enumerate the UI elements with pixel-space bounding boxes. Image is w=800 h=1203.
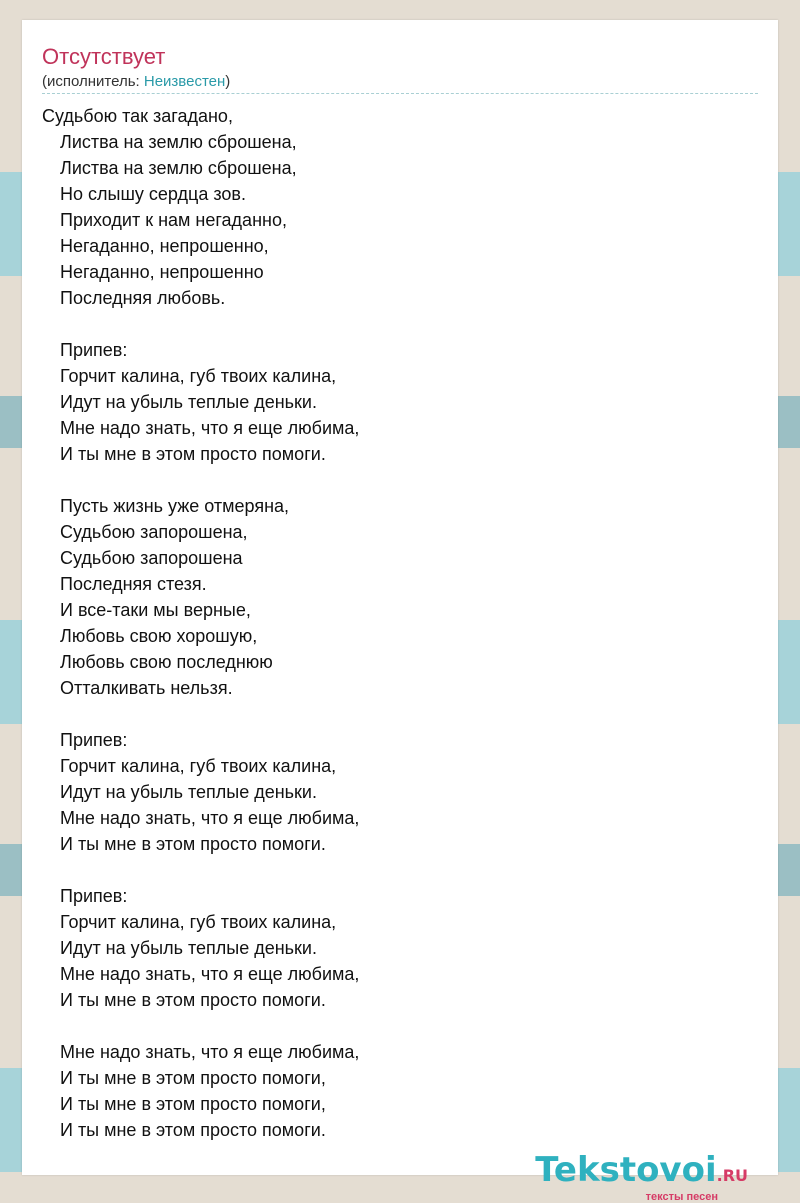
dashed-divider — [42, 93, 758, 94]
lyric-line: И ты мне в этом просто помоги. — [60, 444, 326, 464]
lyric-line: Мне надо знать, что я еще любима, — [60, 808, 360, 828]
lyric-line: И ты мне в этом просто помоги, — [60, 1068, 326, 1088]
lyric-line: Припев: — [60, 340, 128, 360]
lyric-line: Пусть жизнь уже отмеряна, — [60, 496, 290, 516]
artist-line — [42, 73, 230, 90]
artist-link[interactable]: Неизвестен — [143, 73, 226, 90]
logo-tld: .RU — [716, 1166, 748, 1185]
lyric-line — [42, 1013, 359, 1039]
lyric-line: Отталкивать нельзя. — [60, 678, 233, 698]
lyric-line: Горчит калина, губ твоих калина, — [60, 756, 337, 776]
lyric-line: Негаданно, непрошенно — [60, 262, 264, 282]
lyric-line: Мне надо знать, что я еще любима, — [60, 964, 360, 984]
lyric-line: Листва на землю сброшена, — [60, 158, 297, 178]
lyric-line — [42, 857, 359, 883]
lyric-line: Последняя любовь. — [60, 288, 226, 308]
artist-suffix: ) — [225, 73, 231, 90]
lyric-line: Горчит калина, губ твоих калина, — [60, 366, 337, 386]
lyric-line — [42, 311, 359, 337]
lyric-line: Приходит к нам негаданно, — [60, 210, 287, 230]
lyric-line: Идут на убыль теплые деньки. — [60, 392, 317, 412]
lyric-line: Судьбою так загадано, — [42, 106, 233, 126]
lyric-line: Горчит калина, губ твоих калина, — [60, 912, 337, 932]
lyric-line: Любовь свою хорошую, — [60, 626, 258, 646]
lyric-line: Судьбою запорошена, — [60, 522, 248, 542]
lyric-line: Мне надо знать, что я еще любима, — [60, 1042, 360, 1062]
lyric-line: Судьбою запорошена — [60, 548, 243, 568]
logo-tagline: тексты песен — [645, 1191, 718, 1203]
lyric-line: Мне надо знать, что я еще любима, — [60, 418, 360, 438]
lyric-line: И ты мне в этом просто помоги. — [60, 990, 326, 1010]
lyric-line: Последняя стезя. — [60, 574, 207, 594]
lyric-line: Листва на землю сброшена, — [60, 132, 297, 152]
lyric-line: Припев: — [60, 886, 128, 906]
lyric-line: Идут на убыль теплые деньки. — [60, 938, 317, 958]
lyric-line: И ты мне в этом просто помоги, — [60, 1094, 326, 1114]
lyric-line: Припев: — [60, 730, 128, 750]
lyric-line: Идут на убыль теплые деньки. — [60, 782, 317, 802]
lyric-line — [42, 467, 359, 493]
logo-main-text: Tekstovoi — [535, 1150, 717, 1190]
lyric-line: И ты мне в этом просто помоги. — [60, 834, 326, 854]
lyric-line: Но слышу сердца зов. — [60, 184, 246, 204]
artist-prefix: (исполнитель: — [42, 73, 144, 90]
lyrics-card — [22, 20, 778, 1203]
song-title: Отсутствует — [42, 44, 166, 69]
lyric-line — [42, 701, 359, 727]
logo-wordmark — [535, 1150, 748, 1193]
lyric-line: Негаданно, непрошенно, — [60, 236, 269, 256]
lyric-line: И ты мне в этом просто помоги. — [60, 1120, 326, 1140]
lyric-line: И все-таки мы верные, — [60, 600, 251, 620]
lyrics-text — [42, 103, 359, 1143]
lyric-line: Любовь свою последнюю — [60, 652, 273, 672]
